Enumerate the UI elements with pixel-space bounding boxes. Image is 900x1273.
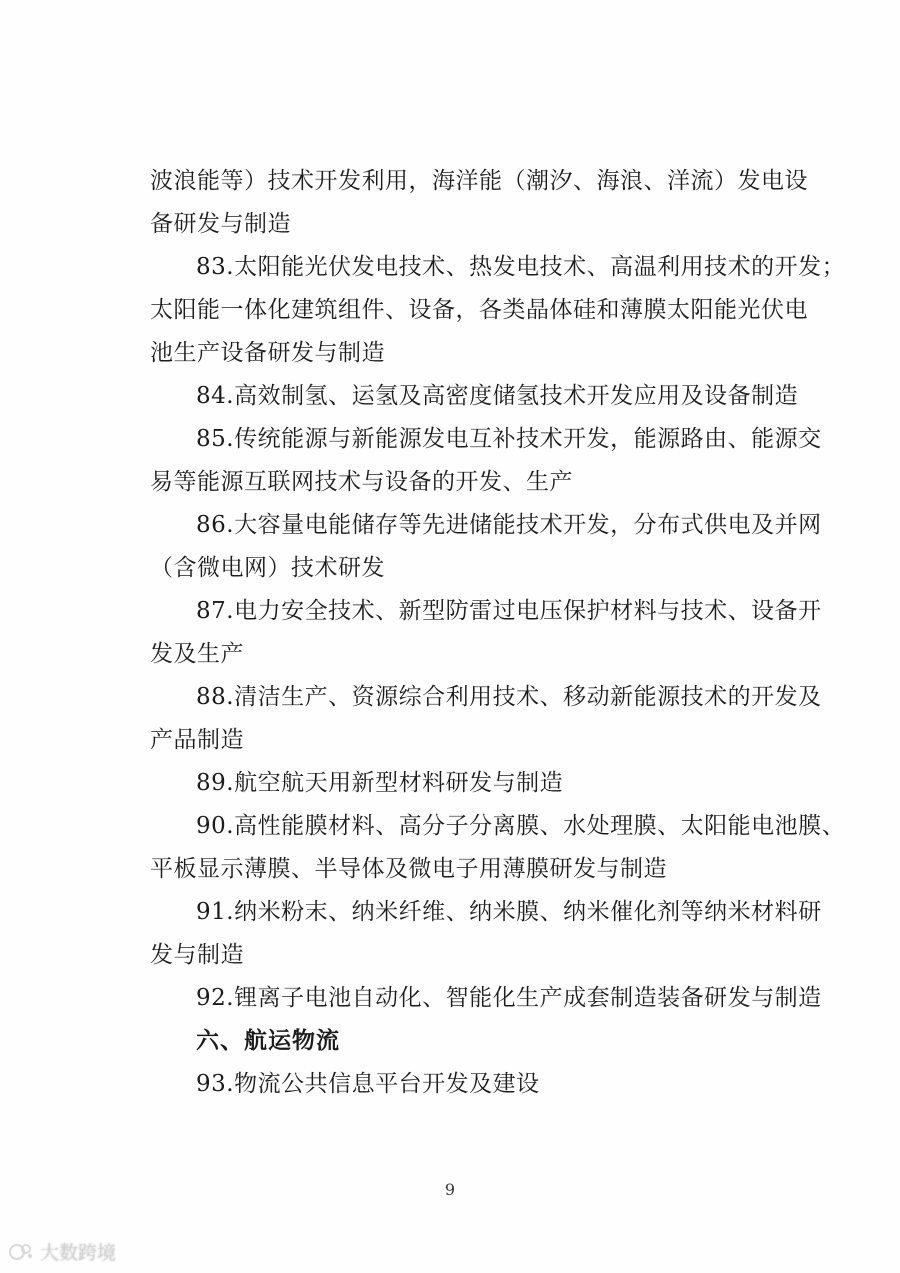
list-item-91: 91.纳米粉末、纳米纤维、纳米膜、纳米催化剂等纳米材料研 xyxy=(196,899,822,925)
list-item-88: 88.清洁生产、资源综合利用技术、移动新能源技术的开发及 xyxy=(196,684,822,710)
watermark-logo-icon xyxy=(8,1241,34,1263)
text-line: 发与制造 xyxy=(150,942,244,968)
text-line: （含微电网）技术研发 xyxy=(150,555,385,581)
list-item-93: 93.物流公共信息平台开发及建设 xyxy=(196,1071,540,1097)
text-line: 发及生产 xyxy=(150,641,244,667)
list-item-90: 90.高性能膜材料、高分子分离膜、水处理膜、太阳能电池膜、 xyxy=(196,813,846,839)
list-item-86: 86.大容量电能储存等先进储能技术开发，分布式供电及并网 xyxy=(196,512,822,538)
list-item-92: 92.锂离子电池自动化、智能化生产成套制造装备研发与制造 xyxy=(196,985,822,1011)
list-item-89: 89.航空航天用新型材料研发与制造 xyxy=(196,770,564,796)
text-line: 太阳能一体化建筑组件、设备，各类晶体硅和薄膜太阳能光伏电 xyxy=(150,297,808,323)
watermark-text: 大数跨境 xyxy=(40,1242,117,1264)
list-item-83: 83.太阳能光伏发电技术、热发电技术、高温利用技术的开发； xyxy=(196,254,846,280)
text-line: 易等能源互联网技术与设备的开发、生产 xyxy=(150,469,573,495)
list-item-84: 84.高效制氢、运氢及高密度储氢技术开发应用及设备制造 xyxy=(196,383,799,409)
text-line: 池生产设备研发与制造 xyxy=(150,340,385,366)
document-body xyxy=(150,160,846,1106)
page-number: 9 xyxy=(444,1180,456,1199)
list-item-87: 87.电力安全技术、新型防雷过电压保护材料与技术、设备开 xyxy=(196,598,822,624)
text-line: 备研发与制造 xyxy=(150,211,291,237)
text-line: 平板显示薄膜、半导体及微电子用薄膜研发与制造 xyxy=(150,856,667,882)
section-heading: 六、航运物流 xyxy=(196,1028,340,1054)
text-line: 产品制造 xyxy=(150,727,244,753)
watermark xyxy=(8,1238,116,1265)
text-line: 波浪能等）技术开发利用，海洋能（潮汐、海浪、洋流）发电设 xyxy=(150,168,808,194)
list-item-85: 85.传统能源与新能源发电互补技术开发，能源路由、能源交 xyxy=(196,426,822,452)
